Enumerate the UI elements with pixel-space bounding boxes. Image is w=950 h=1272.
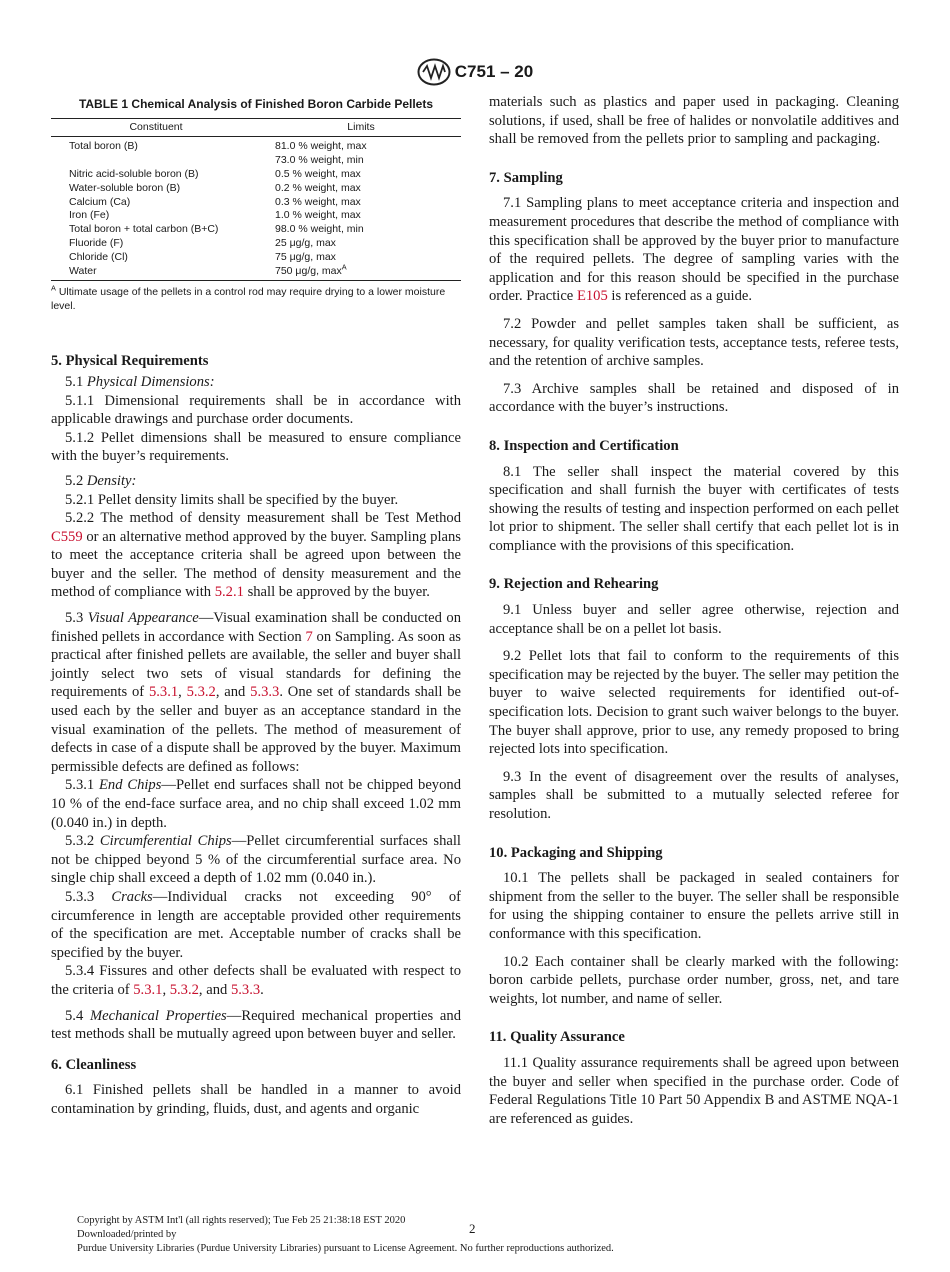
limit-cell: 81.0 % weight, max (275, 140, 367, 153)
text-run: on Sampling. As soon as practical after finished pellets are available, the seller and buyer shall jointly select two sets of visual standards for defining the requirements of (51, 628, 461, 701)
section-10-heading: 10. Packaging and Shipping (489, 844, 663, 861)
text-run: . One set of standards shall be used each by the seller and buyer as an acceptance standard in the visual examination of the pellets. The method of measurement of defects in case of a dispute shall be approved by the buyer. Maximum permissible defects are defined as follows: (51, 684, 461, 775)
table-row (51, 265, 461, 281)
paragraph-5-2 (51, 472, 461, 491)
constituent-cell: Chloride (Cl) (69, 250, 128, 263)
standard-designation: C751 – 20 (454, 62, 534, 81)
paragraph-5-1-1: 5.1.1 Dimensional requirements shall be in accordance with applicable drawings and purchase order documents. (51, 392, 461, 428)
constituent-cell: Fluoride (F) (69, 236, 124, 249)
copyright-footer (77, 1214, 937, 1256)
paragraph-10-1: 10.1 The pellets shall be packaged in sealed containers for shipment from the seller to the buyer. The seller shall be responsible for using the shipping container to ensure the pellets arrive still in conformance with this specification. (489, 870, 899, 942)
table-row (51, 237, 461, 251)
page-header (0, 58, 950, 86)
paragraph-5-3-1 (51, 776, 461, 832)
limit-cell: 98.0 % weight, min (275, 223, 364, 236)
column-header-constituent: Constituent (51, 118, 261, 137)
right-column (489, 93, 899, 1128)
constituent-cell: Water-soluble boron (B) (69, 181, 181, 194)
paragraph-6-1-continued: materials such as plastics and paper used in packaging. Cleaning solutions, if used, shall be free of halides or nonvolatile additives and shall be removed from the pellets prior to sampling and packaging. (489, 94, 899, 148)
paragraph-9-3: 9.3 In the event of disagreement over the results of analyses, samples shall be submitted to a mutually selected referee for resolution. (489, 768, 899, 822)
paragraph-5-3-3 (51, 888, 461, 962)
table-footnote (51, 283, 461, 313)
text-run: , (178, 684, 187, 701)
paragraph-5-3 (51, 609, 461, 776)
link-e105[interactable]: E105 (576, 288, 608, 305)
table-row (51, 223, 461, 237)
paragraph-9-2: 9.2 Pellet lots that fail to conform to the requirements of this specification may be rejected by the buyer. The seller may petition the buyer to waive selected requirements for identified out-of-specification lots. Decision to grant such waiver belongs to the buyer. The buyer shall approve, prior to use, any remedy proposed to bring rejected lots into specification. (489, 648, 899, 758)
footer-license-line: Purdue University Libraries (Purdue University Libraries) pursuant to License Agreement. No further reproductions authorized. (77, 1243, 614, 1254)
text-run: is referenced as a guide. (607, 288, 752, 305)
paragraph-7-1 (489, 194, 899, 306)
text-run: shall be approved by the buyer. (243, 584, 430, 601)
paragraph-11-1: 11.1 Quality assurance requirements shall be agreed upon between the buyer and seller when specified in the purchase order. Code of Federal Regulations Title 10 Part 50 Appendix B and ASTME NQA-1 are referenced as guides. (489, 1054, 899, 1127)
link-c559[interactable]: C559 (51, 528, 83, 545)
subsection-title: Density: (86, 472, 137, 489)
limit-cell: 25 μg/g, max (275, 236, 336, 249)
section-6-heading: 6. Cleanliness (51, 1056, 137, 1073)
table-title: TABLE 1 Chemical Analysis of Finished Boron Carbide Pellets (78, 97, 434, 111)
text-run: 5.2.2 The method of density measurement shall be Test Method (65, 510, 461, 527)
paragraph-5-3-2 (51, 832, 461, 888)
paragraph-7-2: 7.2 Powder and pellet samples taken shall be sufficient, as necessary, for quality verification tests, acceptance tests, referee tests, and the retention of archive samples. (489, 315, 899, 370)
constituent-cell: Calcium (Ca) (69, 195, 131, 208)
footnote-text: Ultimate usage of the pellets in a control rod may require drying to a lower moisture level. (51, 286, 446, 312)
paragraph-6-1: 6.1 Finished pellets shall be handled in a manner to avoid contamination by grinding, fluids, dust, and agents and organic (51, 1082, 461, 1117)
subsection-title: Cracks (111, 888, 153, 905)
paragraph-5-2-2 (51, 509, 461, 602)
chemical-analysis-table (51, 118, 461, 282)
section-9-heading: 9. Rejection and Rehearing (489, 576, 659, 593)
subsection-title: End Chips (99, 777, 162, 794)
paragraph-5-1 (51, 373, 461, 392)
paragraph-number: 5.1 (65, 373, 87, 390)
footer-copyright-line: Copyright by ASTM Int'l (all rights reserved); Tue Feb 25 21:38:18 EST 2020 (77, 1215, 406, 1226)
text-run: , (162, 981, 170, 998)
paragraph-5-3-4 (51, 962, 461, 999)
link-5-3-3[interactable]: 5.3.3 (230, 981, 261, 998)
paragraph-5-2-1: 5.2.1 Pellet density limits shall be specified by the buyer. (65, 491, 399, 508)
text-run: 7.1 Sampling plans to meet acceptance criteria and inspection and measurement procedures that describe the method of compliance with this specification shall be approved by the buyer prior to manufacture of the required pellets. The degree of sampling varies with the application and for this reason should be specified in the purchase order. Practice (489, 195, 899, 305)
subsection-title: Visual Appearance (87, 610, 199, 627)
paragraph-7-3: 7.3 Archive samples shall be retained and disposed of in accordance with the buyer’s instructions. (489, 380, 899, 416)
constituent-cell: Total boron + total carbon (B+C) (69, 223, 219, 236)
astm-logo-icon (417, 58, 451, 86)
paragraph-number: 5.3.3 (65, 888, 112, 905)
limit-cell: 73.0 % weight, min (275, 154, 364, 167)
section-8-heading: 8. Inspection and Certification (489, 437, 679, 454)
text-run: , and (215, 684, 251, 701)
paragraph-number: 5.3 (65, 610, 88, 627)
text-run: , and (198, 981, 231, 998)
link-5-3-1[interactable]: 5.3.1 (133, 981, 163, 998)
column-header-limits: Limits (261, 118, 461, 137)
text-run: or an alternative method approved by the buyer. Sampling plans to meet the acceptance criteria shall be agreed upon between the buyer and the seller. The method of density measurement and the method of compliance with (51, 528, 461, 601)
constituent-cell: Nitric acid-soluble boron (B) (69, 167, 199, 180)
link-5-3-1[interactable]: 5.3.1 (148, 684, 179, 701)
subsection-title: Circumferential Chips (99, 833, 232, 850)
paragraph-9-1: 9.1 Unless buyer and seller agree otherwise, rejection and acceptance shall be on a pellet lot basis. (489, 602, 899, 637)
constituent-cell: Water (51, 265, 261, 281)
constituent-cell: Total boron (B) (69, 140, 138, 153)
left-column (51, 93, 461, 1119)
text-run: 5.3.4 Fissures and other defects shall be evaluated with respect to the criteria of (51, 963, 461, 998)
text-run: —Individual cracks not exceeding 90° of circumference in length are acceptable provided other requirements of the specification are met. Acceptable number of cracks shall be specified by the buyer. (51, 888, 461, 961)
page-number: 2 (469, 1221, 476, 1236)
link-5-2-1[interactable]: 5.2.1 (214, 584, 244, 601)
paragraph-10-2: 10.2 Each container shall be clearly marked with the following: boron carbide pellets, purchase order number, gross, net, and tare weights, lot number, and name of seller. (489, 953, 899, 1007)
subsection-title: Physical Dimensions: (86, 373, 215, 390)
table-row (51, 209, 461, 223)
text-run: —Required mechanical properties and test methods shall be mutually agreed upon between buyer and seller. (51, 1007, 462, 1043)
text-run: —Pellet circumferential surfaces shall not be chipped beyond 5 % of the circumferential surface area. No single chip shall exceed a depth of 1.02 mm (0.040 in.). (51, 833, 461, 887)
link-5-3-3[interactable]: 5.3.3 (250, 684, 280, 701)
table-row (51, 154, 461, 168)
subsection-title: Mechanical Properties (90, 1007, 227, 1024)
text-run: . (260, 981, 264, 998)
table-row (51, 137, 461, 154)
table-row (51, 168, 461, 182)
text-run: —Pellet end surfaces shall not be chipped beyond 10 % of the end-face surface area, and no chip shall exceed 1.02 mm (0.040 in.) in depth. (51, 777, 461, 831)
section-7-heading: 7. Sampling (489, 169, 563, 186)
limit-cell: 0.2 % weight, max (275, 181, 361, 194)
limit-cell: 0.5 % weight, max (275, 167, 361, 180)
table-row (51, 196, 461, 210)
link-section-7[interactable]: 7 (305, 628, 313, 645)
constituent-cell: Iron (Fe) (69, 209, 110, 222)
text-run: —Visual examination shall be conducted on finished pellets in accordance with Section (51, 610, 461, 645)
section-11-heading: 11. Quality Assurance (489, 1029, 625, 1046)
paragraph-8-1: 8.1 The seller shall inspect the material covered by this specification and shall furnish the buyer with certificates of tests showing the results of testing and inspection performed on each pellet lot prior to shipment. The seller shall certify that each pellet lot is in compliance with the provisions of this specification. (489, 463, 899, 554)
link-5-3-2[interactable]: 5.3.2 (186, 684, 216, 701)
limit-cell: 75 μg/g, max (275, 250, 336, 263)
limit-cell: 0.3 % weight, max (275, 195, 361, 208)
table-row (51, 182, 461, 196)
limit-value: 750 μg/g, max (275, 264, 342, 277)
footnote-marker: A (341, 262, 347, 272)
limit-cell (261, 262, 461, 281)
table-row (51, 251, 461, 265)
limit-cell: 1.0 % weight, max (275, 209, 361, 222)
constituent-cell (51, 154, 261, 168)
paragraph-5-1-2: 5.1.2 Pellet dimensions shall be measured to ensure compliance with the buyer’s requirements. (51, 429, 461, 465)
paragraph-number: 5.2 (65, 472, 87, 489)
link-5-3-2[interactable]: 5.3.2 (169, 981, 199, 998)
footnote-marker: A (51, 283, 56, 293)
footer-downloaded-line: Downloaded/printed by (77, 1229, 177, 1240)
paragraph-number: 5.3.2 (65, 833, 100, 850)
paragraph-5-4 (51, 1007, 461, 1044)
section-5-heading: 5. Physical Requirements (51, 353, 209, 370)
paragraph-number: 5.3.1 (65, 777, 100, 794)
paragraph-number: 5.4 (65, 1007, 91, 1024)
